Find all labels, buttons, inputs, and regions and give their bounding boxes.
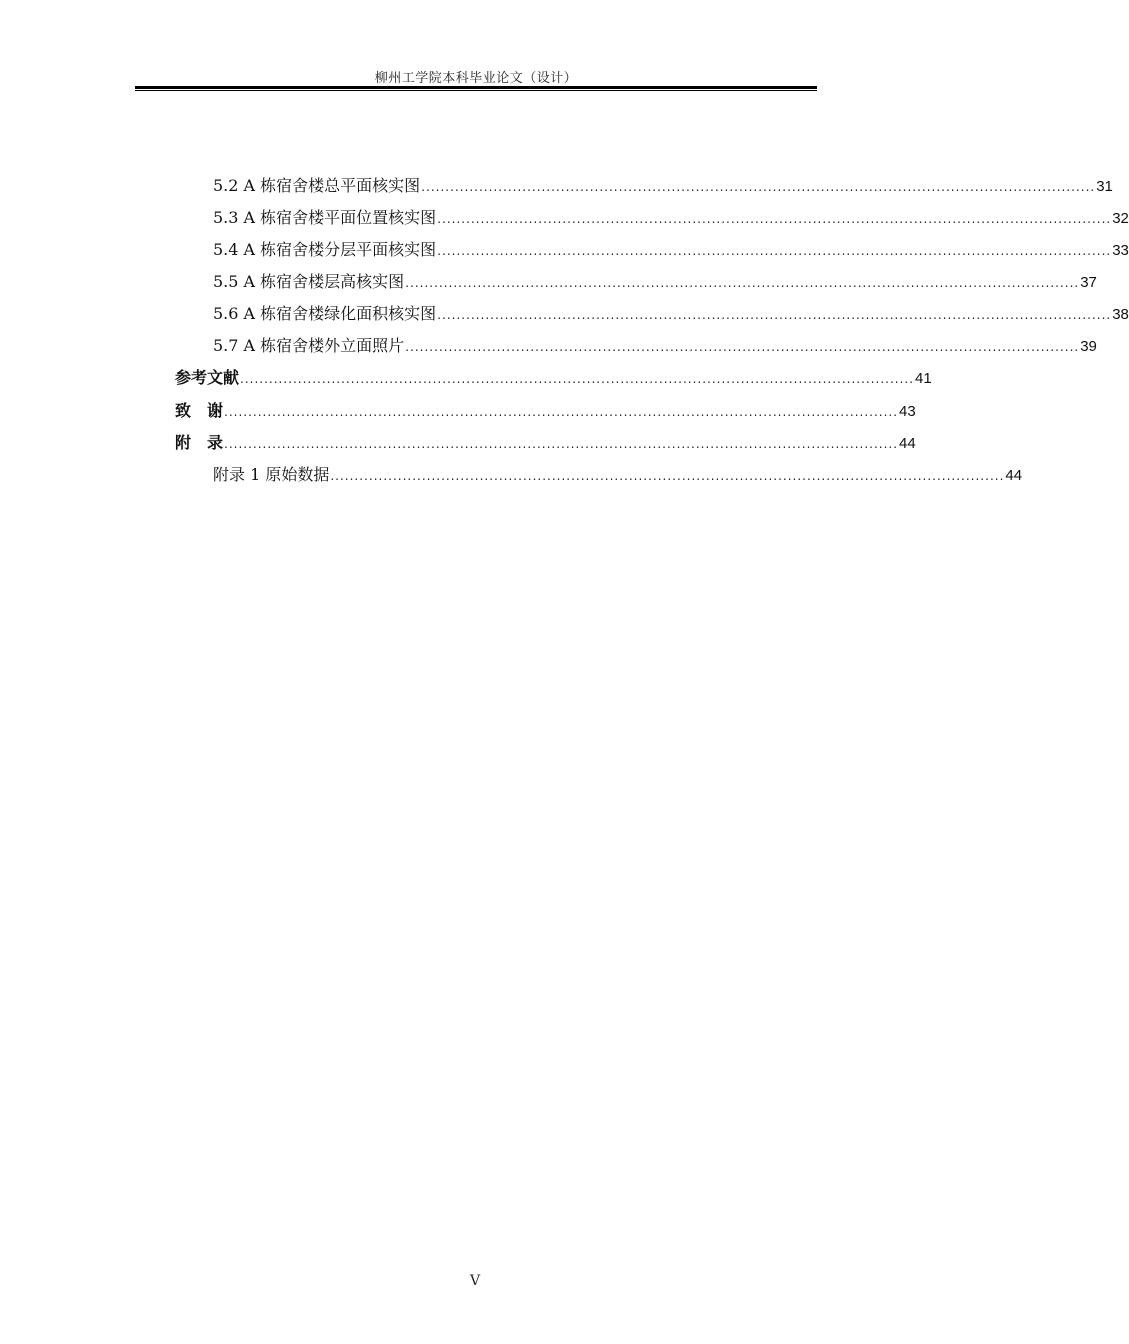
toc-entry-page: 44 (899, 435, 916, 452)
toc-entry-page: 41 (915, 370, 932, 387)
toc-leader-dots: ............................................................................................................................................ (437, 244, 1112, 258)
toc-entry-page: 33 (1112, 242, 1129, 259)
toc-entry-label: 5.7 A 栋宿舍楼外立面照片 (213, 336, 405, 355)
toc-entry[interactable] (213, 239, 1129, 261)
toc-entry-page: 31 (1096, 178, 1113, 195)
toc-entry[interactable] (213, 207, 1129, 229)
toc-entry[interactable] (175, 367, 932, 389)
page-number: V (469, 1273, 481, 1289)
toc-entry-label: 附录 1 原始数据 (213, 465, 330, 484)
header-rule-thin (135, 90, 817, 91)
toc-leader-dots: ............................................................................................................................................ (224, 405, 899, 419)
toc-entry-page: 39 (1080, 338, 1097, 355)
toc-leader-dots: ............................................................................................................................................ (437, 308, 1112, 322)
toc-entry-label: 5.5 A 栋宿舍楼层高核实图 (213, 272, 405, 291)
toc-entry[interactable] (175, 400, 916, 422)
toc-entry[interactable] (213, 271, 1097, 293)
header-title: 柳州工学院本科毕业论文（设计） (374, 71, 578, 86)
toc-entry[interactable] (213, 335, 1097, 357)
toc-leader-dots: ............................................................................................................................................ (405, 276, 1080, 290)
toc-entry-page: 43 (899, 403, 916, 420)
toc-entry-label: 5.6 A 栋宿舍楼绿化面积核实图 (213, 304, 437, 323)
toc-leader-dots: ............................................................................................................................................ (240, 372, 915, 386)
toc-entry[interactable] (213, 464, 1023, 486)
toc-entry[interactable] (213, 175, 1113, 197)
toc-entry[interactable] (213, 303, 1129, 325)
toc-entry-label: 附 录 (175, 433, 224, 452)
toc-entry-label: 5.4 A 栋宿舍楼分层平面核实图 (213, 240, 437, 259)
toc-entry-label: 参考文献 (175, 368, 240, 387)
toc-entry-label: 致 谢 (175, 401, 224, 420)
toc-leader-dots: ............................................................................................................................................ (405, 340, 1080, 354)
toc-entry-page: 37 (1080, 274, 1097, 291)
toc-entry-label: 5.2 A 栋宿舍楼总平面核实图 (213, 176, 421, 195)
toc-entry-label: 5.3 A 栋宿舍楼平面位置核实图 (213, 208, 437, 227)
toc-entry[interactable] (175, 432, 916, 454)
toc-leader-dots: ............................................................................................................................................ (330, 469, 1005, 483)
toc-leader-dots: ............................................................................................................................................ (437, 212, 1112, 226)
header-rule (135, 86, 817, 89)
toc-leader-dots: ............................................................................................................................................ (421, 180, 1096, 194)
toc-entry-page: 38 (1112, 306, 1129, 323)
toc-entry-page: 44 (1005, 467, 1023, 484)
toc-leader-dots: ............................................................................................................................................ (224, 437, 899, 451)
toc-entry-page: 32 (1112, 210, 1129, 227)
